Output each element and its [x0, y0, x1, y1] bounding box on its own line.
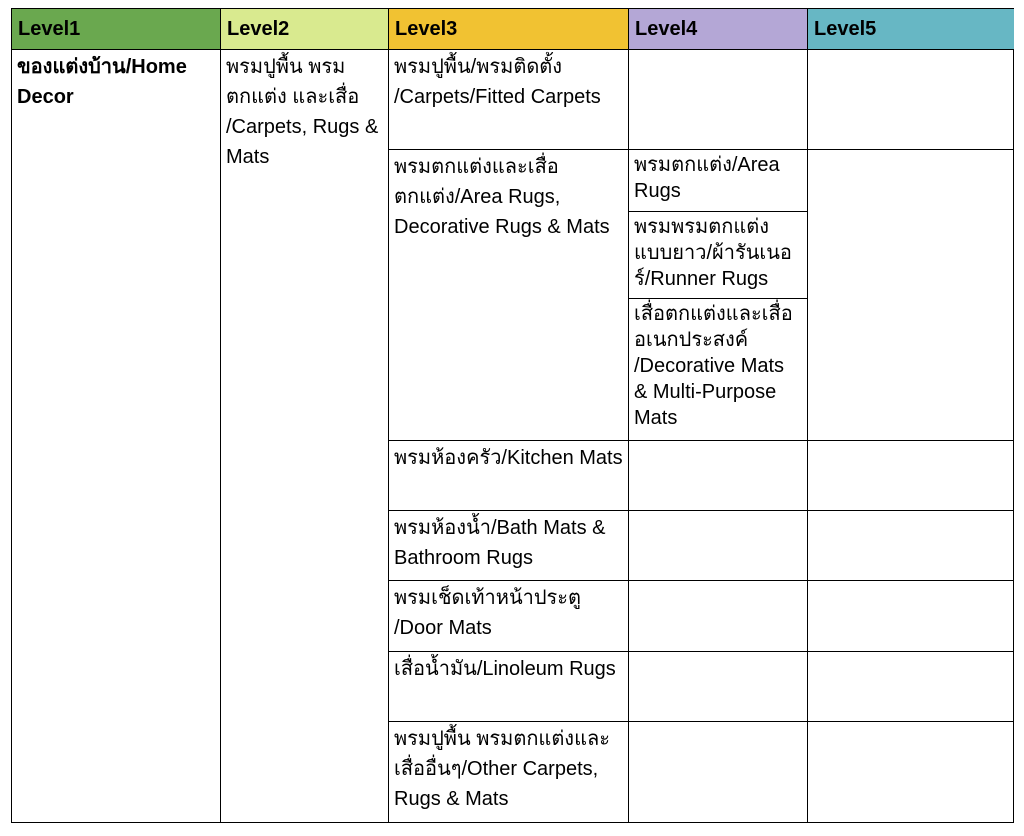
cell-level5-empty [807, 721, 1014, 822]
header-level4: Level4 [628, 8, 807, 49]
cell-level1: ของแต่งบ้าน/Home Decor [11, 49, 220, 822]
cell-level3-bath-mats: พรมห้องน้ำ/Bath Mats & Bathroom Rugs [388, 510, 628, 580]
cell-level4-empty [628, 510, 807, 580]
cell-level4-decorative-mats: เสื่อตกแต่งและเสื่ออเนกประสงค์ /Decorative Mats & Multi-Purpose Mats [628, 298, 807, 440]
cell-level3-door-mats: พรมเช็ดเท้าหน้าประตู /Door Mats [388, 580, 628, 651]
category-table [11, 8, 1014, 823]
cell-level5-empty [807, 149, 1014, 440]
cell-level5-empty [807, 651, 1014, 721]
cell-level4-empty [628, 721, 807, 822]
cell-level3-other: พรมปูพื้น พรมตกแต่งและเสื่ออื่นๆ/Other Carpets, Rugs & Mats [388, 721, 628, 822]
cell-level4-runner-rugs: พรมพรมตกแต่งแบบยาว/ผ้ารันเนอร์/Runner Rugs [628, 211, 807, 298]
header-level5: Level5 [807, 8, 1014, 49]
cell-level3-area-rugs: พรมตกแต่งและเสื่อตกแต่ง/Area Rugs, Decorative Rugs & Mats [388, 149, 628, 440]
cell-level3-carpets: พรมปูพื้น/พรมติดตั้ง /Carpets/Fitted Carpets [388, 49, 628, 149]
cell-level4-empty [628, 49, 807, 149]
cell-level5-empty [807, 440, 1014, 510]
cell-level4-empty [628, 651, 807, 721]
cell-level2: พรมปูพื้น พรมตกแต่ง และเสื่อ /Carpets, Rugs & Mats [220, 49, 388, 822]
cell-level5-empty [807, 510, 1014, 580]
header-level1: Level1 [11, 8, 220, 49]
cell-level4-area-rugs: พรมตกแต่ง/Area Rugs [628, 149, 807, 211]
cell-level3-linoleum: เสื่อน้ำมัน/Linoleum Rugs [388, 651, 628, 721]
cell-level3-kitchen-mats: พรมห้องครัว/Kitchen Mats [388, 440, 628, 510]
cell-level5-empty [807, 49, 1014, 149]
cell-level5-empty [807, 580, 1014, 651]
header-level2: Level2 [220, 8, 388, 49]
cell-level4-empty [628, 440, 807, 510]
header-level3: Level3 [388, 8, 628, 49]
cell-level4-empty [628, 580, 807, 651]
